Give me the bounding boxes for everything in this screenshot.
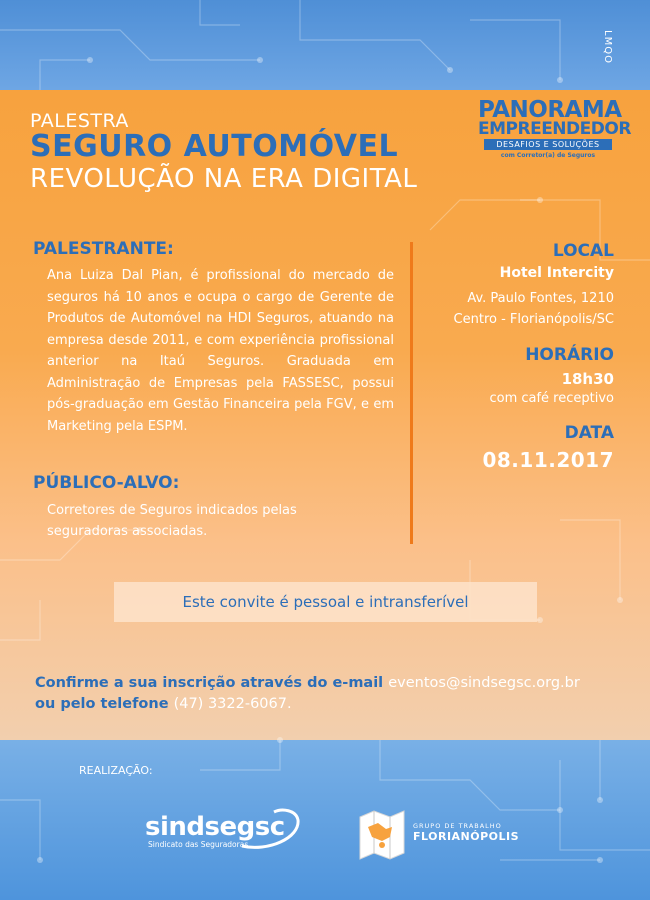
date-label: DATA: [564, 423, 614, 443]
schedule-time: 18h30: [561, 370, 614, 388]
sindsegsc-name: sindsegsc: [145, 812, 285, 842]
confirm-suffix: .: [287, 696, 292, 712]
schedule-label: HORÁRIO: [525, 345, 614, 365]
event-subtitle: REVOLUÇÃO NA ERA DIGITAL: [30, 164, 418, 194]
confirm-prefix: Confirme a sua inscrição através do e-mail: [35, 675, 389, 691]
venue-name: Hotel Intercity: [499, 265, 614, 281]
location-label: LOCAL: [552, 241, 614, 261]
swoosh-icon: [238, 808, 308, 852]
confirm-line2: ou pelo telefone: [35, 696, 174, 712]
event-title: SEGURO AUTOMÓVEL: [30, 129, 399, 164]
realizacao-label: REALIZAÇÃO:: [79, 764, 153, 777]
event-kind: PALESTRA: [30, 110, 129, 132]
gt-line2: FLORIANÓPOLIS: [413, 830, 520, 843]
logo-tagline: DESAFIOS E SOLUÇÕES: [484, 139, 612, 150]
venue-city: Centro - Florianópolis/SC: [453, 312, 614, 327]
logo-line2: EMPREENDEDOR: [478, 119, 631, 139]
audience-text: Corretores de Seguros indicados pelas seguradoras associadas.: [47, 503, 297, 539]
speaker-label: PALESTRANTE:: [33, 239, 174, 259]
sindsegsc-sub: Sindicato das Seguradoras: [148, 840, 249, 849]
map-icon: [356, 807, 408, 863]
panorama-logo: [478, 97, 631, 170]
gt-line1: GRUPO DE TRABALHO: [413, 822, 502, 830]
phone-link[interactable]: (47) 3322-6067: [173, 696, 287, 712]
column-divider: [410, 242, 413, 544]
speaker-bio: Ana Luiza Dal Pian, é profissional do mercado de seguros há 10 anos e ocupa o cargo de Gerente de Produtos de Automóvel na HDI Seguros, atuando na empresa desde 2011, e com experiência profissional anterior na Itaú Seguros. Graduada em Administração de Empresas pela FASSESC, possui pós-graduação em Gestão Financeira pela FGV, e em Marketing pela ESPM.: [47, 268, 394, 434]
venue-address: Av. Paulo Fontes, 1210: [467, 291, 614, 306]
gt-logo-text: [413, 822, 519, 843]
date-value: 08.11.2017: [482, 448, 614, 472]
audience-label: PÚBLICO-ALVO:: [33, 473, 180, 493]
personal-notice: Este convite é pessoal e intransferível: [114, 582, 537, 622]
logo-line1: PANORAMA: [478, 97, 622, 123]
code-label: LMQO: [602, 30, 613, 64]
email-link[interactable]: eventos@sindsegsc.org.br: [388, 675, 580, 691]
logo-small: com Corretor(a) de Seguros: [500, 152, 596, 159]
schedule-note: com café receptivo: [489, 391, 614, 406]
confirm-text: [35, 673, 615, 715]
